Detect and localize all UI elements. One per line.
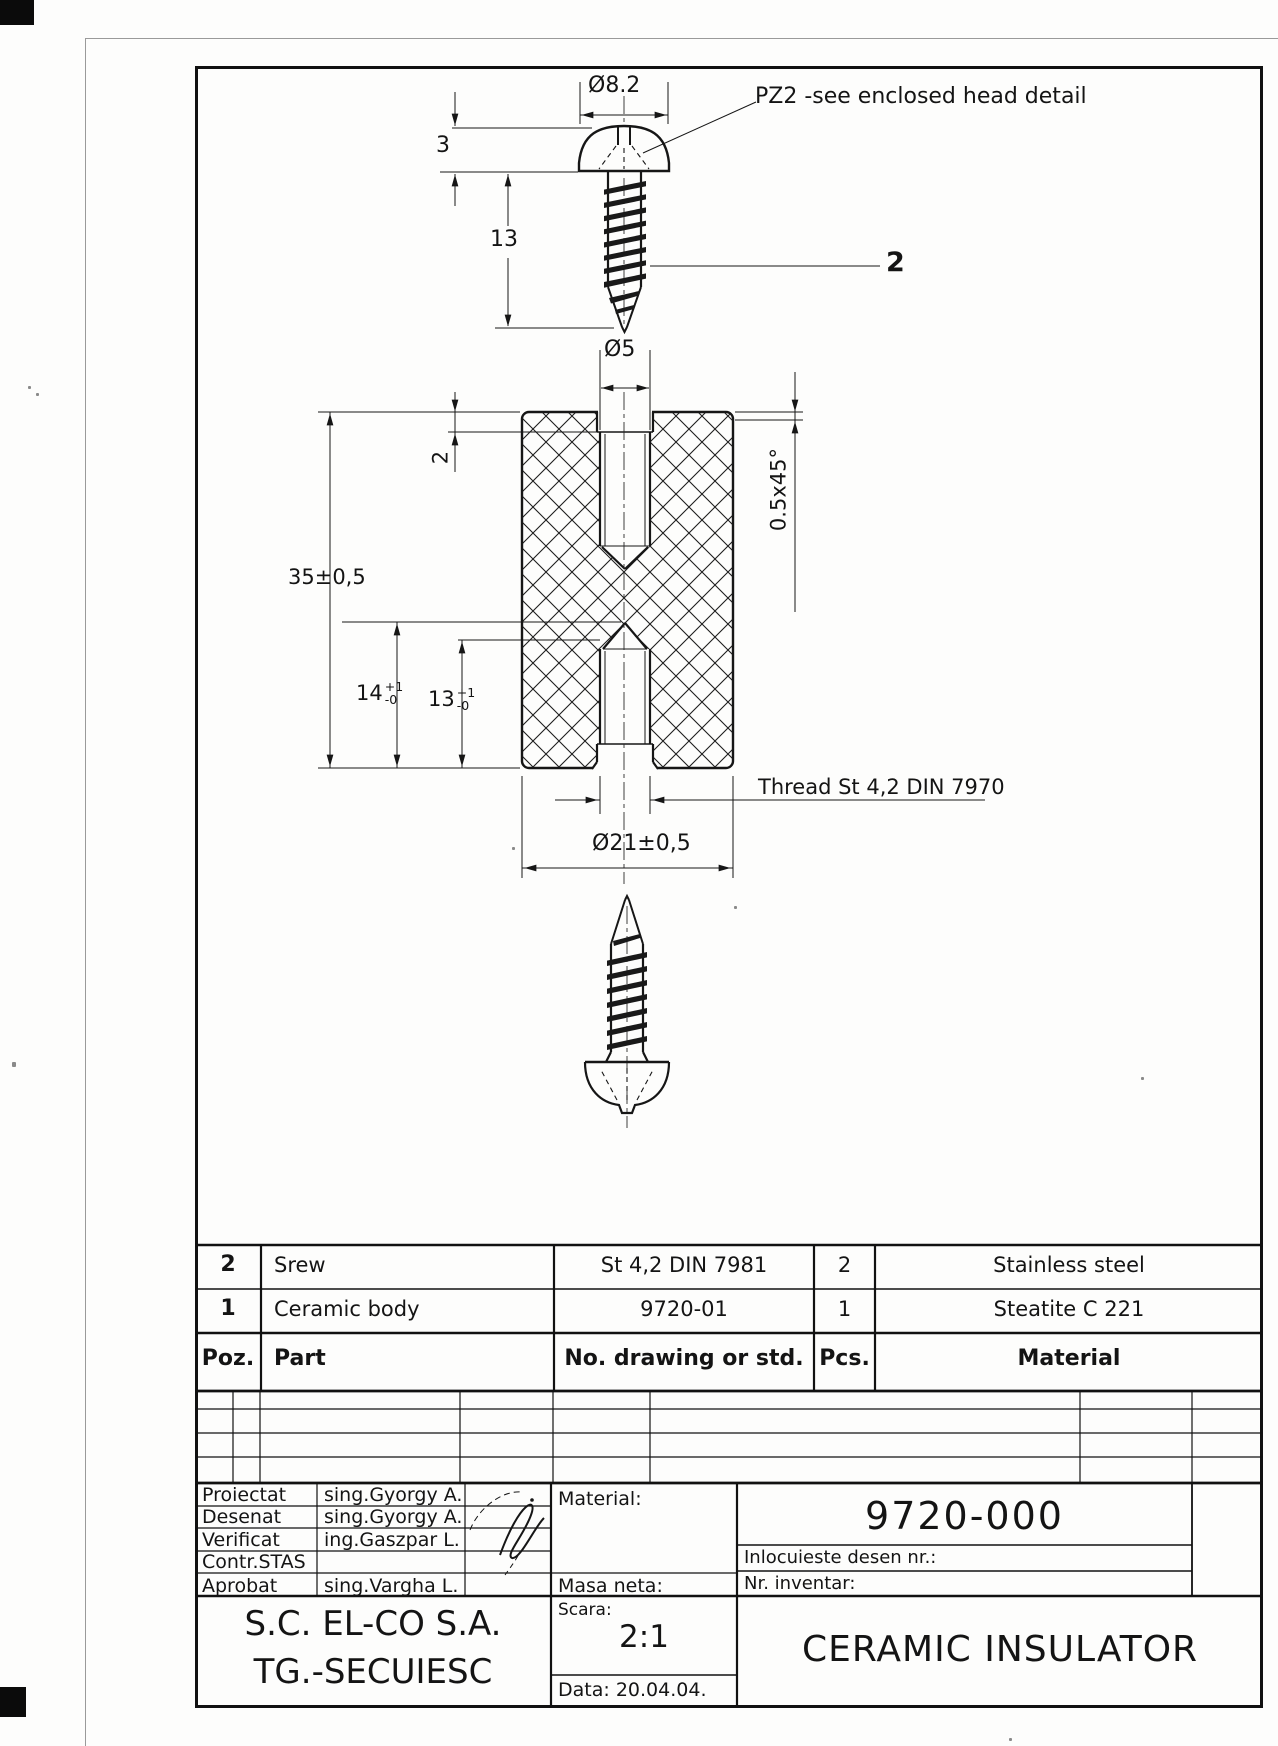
parts-header-poz: Poz. (201, 1346, 255, 1371)
role-name-desenat: sing.Gyorgy A. (324, 1506, 463, 1528)
role-name-verificat: ing.Gaszpar L. (324, 1529, 460, 1551)
parts-row-drawing: St 4,2 DIN 7981 (600, 1253, 768, 1277)
inventar-label: Nr. inventar: (744, 1573, 856, 1594)
material-label: Material: (558, 1488, 642, 1510)
role-label-aprobat: Aprobat (202, 1575, 278, 1597)
parts-header-drawing: No. drawing or std. (564, 1346, 804, 1371)
parts-row-drawing: 9720-01 (640, 1297, 728, 1321)
dim-screw-length: 13 (490, 227, 518, 252)
role-label-contr-stas: Contr.STAS (202, 1551, 306, 1573)
dim-head-diameter: Ø8.2 (588, 73, 641, 98)
parts-row-part: Srew (274, 1253, 326, 1277)
top-screw-figure (440, 82, 880, 332)
parts-row-part: Ceramic body (274, 1297, 420, 1321)
dim-hole-depth-left (356, 680, 403, 706)
dim-hole-depth-left-tolerance (385, 680, 403, 706)
parts-header-pcs: Pcs. (819, 1346, 870, 1371)
revision-grid-lines (195, 1391, 1263, 1483)
parts-row-material: Steatite C 221 (993, 1297, 1145, 1321)
signature-scribble (470, 1492, 544, 1575)
date-value: 20.04.04. (615, 1679, 707, 1701)
dim-hole-depth-left-base: 14 (356, 680, 383, 705)
dim-chamfer: 0.5x45° (766, 448, 791, 532)
role-label-proiectat: Proiectat (202, 1484, 287, 1506)
parts-row-pcs: 1 (837, 1297, 852, 1321)
parts-row-poz: 2 (220, 1252, 236, 1277)
item-callout-2: 2 (886, 247, 905, 278)
body-section-figure (318, 350, 985, 884)
dim-body-height: 35±0,5 (288, 565, 366, 589)
tolerance-minus: -0 (384, 692, 398, 708)
scara-label: Scara: (558, 1600, 612, 1620)
parts-header-part: Part (274, 1346, 326, 1371)
thread-note: Thread St 4,2 DIN 7970 (758, 775, 1005, 799)
inlocuieste-label: Inlocuieste desen nr.: (744, 1547, 937, 1568)
parts-row-material: Stainless steel (993, 1253, 1145, 1277)
pz2-note: PZ2 -see enclosed head detail (755, 84, 1087, 109)
tolerance-minus: -0 (456, 698, 470, 714)
role-label-verificat: Verificat (202, 1529, 280, 1551)
dim-head-height: 3 (436, 133, 450, 158)
data-label: Data: (558, 1679, 610, 1701)
dim-hole-depth-right (428, 686, 475, 712)
dim-outer-diameter: Ø21±0,5 (592, 831, 691, 856)
scale-value: 2:1 (619, 1619, 669, 1655)
dim-hole-depth-right-tolerance (457, 686, 475, 712)
role-name-proiectat: sing.Gyorgy A. (324, 1484, 463, 1506)
dim-hole-depth-right-base: 13 (428, 686, 455, 711)
tolerance-plus: +1 (384, 679, 404, 694)
role-label-desenat: Desenat (202, 1506, 282, 1528)
bottom-screw-figure (585, 896, 669, 1128)
tolerance-plus: +1 (456, 685, 476, 700)
parts-row-poz: 1 (220, 1296, 236, 1321)
date-row (558, 1680, 706, 1701)
drawing-number: 9720-000 (865, 1494, 1064, 1538)
masa-neta-label: Masa neta: (558, 1575, 663, 1597)
parts-row-pcs: 2 (837, 1253, 852, 1277)
drawing-title: CERAMIC INSULATOR (801, 1629, 1199, 1670)
drawing-frame (197, 68, 1262, 1707)
company-location: TG.-SECUIESC (253, 1652, 493, 1692)
parts-header-material: Material (1017, 1346, 1121, 1371)
dim-counterbore-depth: 2 (428, 450, 453, 465)
company-name: S.C. EL-CO S.A. (244, 1604, 502, 1644)
dim-hole-diameter: Ø5 (604, 337, 636, 362)
role-name-aprobat: sing.Vargha L. (324, 1575, 459, 1597)
